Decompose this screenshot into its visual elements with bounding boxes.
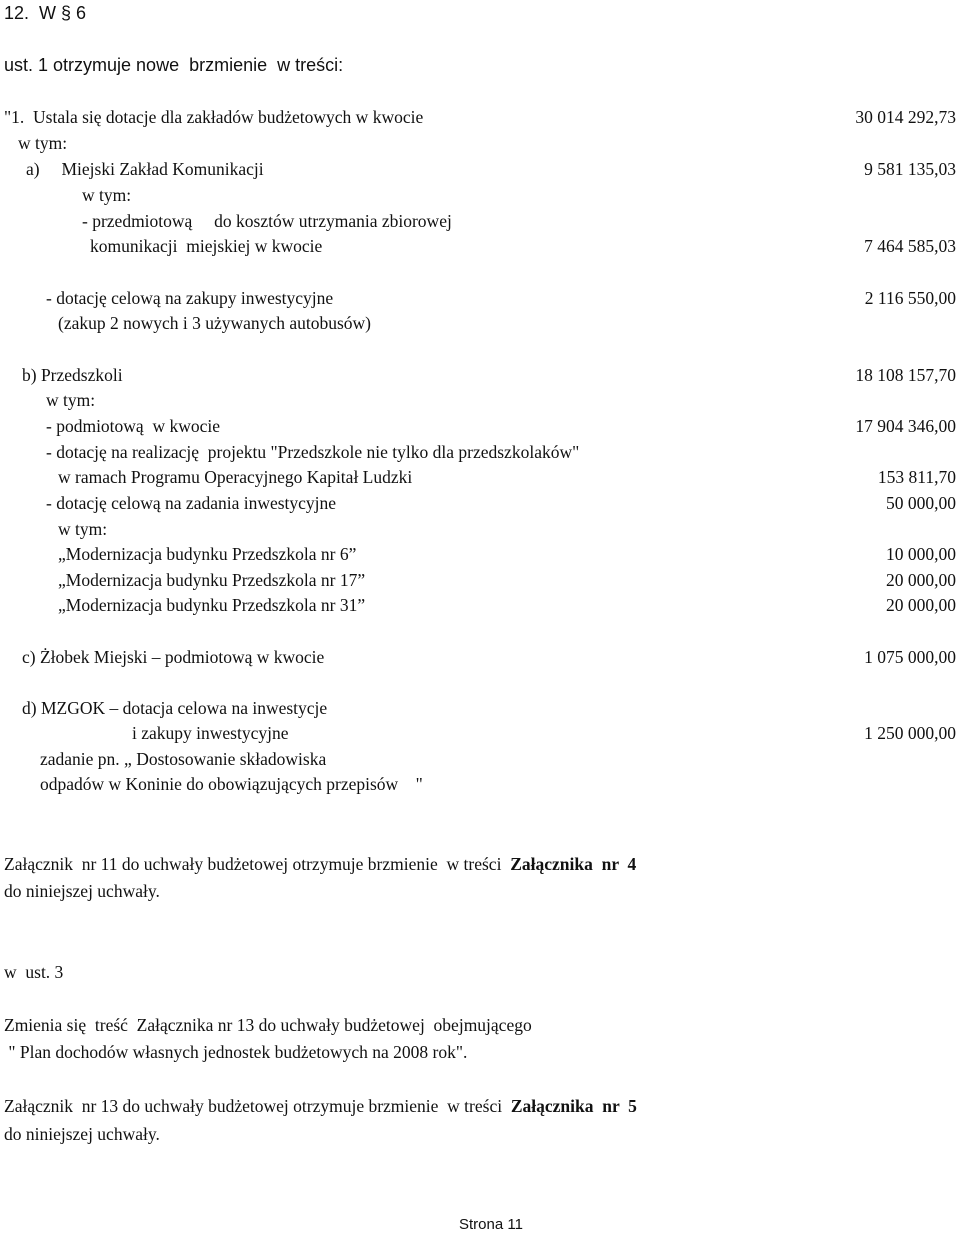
item-b-label: b) Przedszkoli: [22, 365, 123, 385]
item-a2-value: 2 116 550,00: [864, 288, 956, 308]
item-c-value: 1 075 000,00: [864, 647, 956, 667]
item-a2-label: - dotację celową na zakupy inwestycyjne: [46, 288, 334, 308]
item-b2-value: 153 811,70: [877, 467, 956, 487]
attachment5-bold: Załącznika nr 5: [510, 1096, 637, 1116]
item-b2-line1: - dotację na realizację projektu "Przedszkole nie tylko dla przedszkolaków": [46, 442, 580, 462]
w-tym-label: w tym:: [18, 133, 68, 153]
attachment5-line2: do niniejszej uchwały.: [4, 1124, 160, 1144]
item-b2-line2-label: w ramach Programu Operacyjnego Kapitał Ludzki: [58, 467, 413, 487]
item-b1-label: - podmiotową w kwocie: [46, 416, 220, 436]
item-b-value: 18 108 157,70: [855, 365, 956, 385]
item-d-line2-label: i zakupy inwestycyjne: [132, 723, 289, 743]
item-a-label: a) Miejski Zakład Komunikacji: [26, 159, 264, 179]
ust3-line1: Zmienia się treść Załącznika nr 13 do uchwały budżetowej obejmującego: [4, 1015, 532, 1035]
item-d-line3: zadanie pn. „ Dostosowanie składowiska: [40, 749, 327, 769]
item-b3-value: 50 000,00: [886, 493, 956, 513]
item-d-value: 1 250 000,00: [864, 723, 956, 743]
attachment4-line2: do niniejszej uchwały.: [4, 881, 160, 901]
intro-text: ust. 1 otrzymuje nowe brzmienie w treści:: [4, 55, 344, 75]
ust3-heading: w ust. 3: [4, 962, 64, 982]
item-a-value: 9 581 135,03: [864, 159, 956, 179]
item-a-w-tym: w tym:: [82, 185, 132, 205]
b3-list-item-value: 20 000,00: [886, 595, 956, 615]
attachment4-bold: Załącznika nr 4: [510, 854, 637, 874]
b3-list-item-label: „Modernizacja budynku Przedszkola nr 17”: [58, 570, 366, 590]
attachment5-text: Załącznik nr 13 do uchwały budżetowej otrzymuje brzmienie w treści: [4, 1096, 511, 1116]
item-d-line1: d) MZGOK – dotacja celowa na inwestycje: [22, 698, 328, 718]
item-b1-value: 17 904 346,00: [855, 416, 956, 436]
item-c-label: c) Żłobek Miejski – podmiotową w kwocie: [22, 647, 325, 667]
item-b3-label: - dotację celową na zadania inwestycyjne: [46, 493, 337, 513]
b3-list-item-label: „Modernizacja budynku Przedszkola nr 6”: [58, 544, 357, 564]
attachment4-paragraph: [4, 853, 636, 875]
b3-list-item-value: 20 000,00: [886, 570, 956, 590]
line1-value: 30 014 292,73: [855, 107, 956, 127]
item-a1-line2-label: komunikacji miejskiej w kwocie: [90, 236, 323, 256]
line1-label: "1. Ustala się dotacje dla zakładów budżetowych w kwocie: [4, 107, 424, 127]
section-heading: 12. W § 6: [4, 3, 87, 23]
b3-list-item-value: 10 000,00: [886, 544, 956, 564]
item-b3-w-tym: w tym:: [58, 519, 108, 539]
attachment4-text: Załącznik nr 11 do uchwały budżetowej otrzymuje brzmienie w treści: [4, 854, 511, 874]
item-d-line4: odpadów w Koninie do obowiązujących przepisów ": [40, 774, 423, 794]
ust3-line2: " Plan dochodów własnych jednostek budżetowych na 2008 rok".: [4, 1042, 468, 1062]
attachment5-paragraph: [4, 1095, 637, 1117]
page-number: Strona 11: [459, 1216, 523, 1233]
item-a2-line2: (zakup 2 nowych i 3 używanych autobusów): [58, 313, 371, 333]
item-a1-value: 7 464 585,03: [864, 236, 956, 256]
item-a1-line1: - przedmiotową do kosztów utrzymania zbiorowej: [82, 211, 452, 231]
b3-list-item-label: „Modernizacja budynku Przedszkola nr 31”: [58, 595, 366, 615]
item-b-w-tym: w tym:: [46, 390, 96, 410]
